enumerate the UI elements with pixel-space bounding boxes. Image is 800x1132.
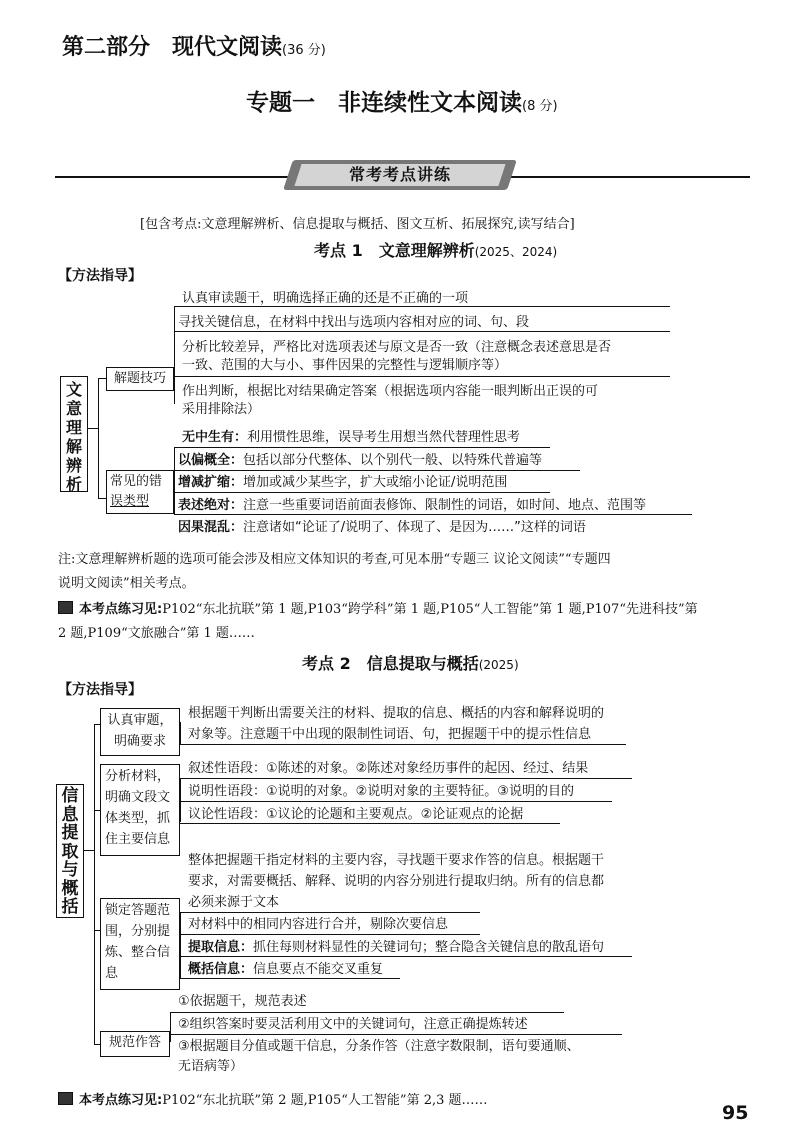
error-text: 包括以部分代整体、以个别代一般、以特殊代普遍等	[243, 453, 543, 468]
branch-label-line: 明确文段文	[105, 790, 171, 805]
skill-item: 寻找关键信息，在材料中找出与选项内容相对应的词、句、段	[178, 315, 530, 330]
root-char: 理	[65, 418, 82, 437]
underline	[174, 514, 692, 515]
branch-label-line: 认真审题，	[107, 713, 173, 728]
kp2-branch-answer: 规范作答	[100, 1031, 170, 1057]
lock-lead: 必须来源于文本	[188, 895, 280, 910]
connector	[180, 722, 181, 744]
read-line: 根据题干判断出需要关注的材料、提取的信息、概括的内容和解释说明的	[188, 706, 605, 721]
contains-line: [包含考点:文意理解辨析、信息提取与概括、图文互析、拓展探究,读写结合]	[140, 217, 575, 232]
page-number: 95	[722, 1102, 749, 1124]
underline	[170, 1034, 622, 1035]
kp2-heading	[302, 651, 519, 674]
part-score: (36 分)	[282, 43, 326, 58]
skill-item: 分析比较差异，严格比对选项表述与原文是否一致（注意概念表述意思是否	[182, 340, 612, 355]
connector	[170, 1012, 171, 1042]
topic-title: 专题一 非连续性文本阅读	[246, 90, 522, 116]
error-key: 表述绝对：	[178, 498, 244, 513]
kp1-title: 考点 1 文意理解辨析	[314, 241, 475, 260]
book-icon	[58, 601, 73, 614]
kp2-title: 考点 2 信息提取与概括	[302, 654, 479, 673]
book-icon	[58, 1092, 73, 1105]
kp2-root	[56, 784, 84, 918]
kp1-method: 【方法指导】	[58, 268, 142, 284]
lock-key: 概括信息：	[188, 962, 254, 977]
connector	[98, 378, 106, 379]
kp1-practice[interactable]	[58, 598, 698, 617]
underline	[180, 956, 632, 957]
answer-item: ③根据题目分值或题干信息，分条作答（注意字数限制，语句要通顺、	[178, 1039, 580, 1054]
kp1-note-line: 说明文阅读”相关考点。	[58, 576, 195, 591]
connector	[174, 306, 175, 404]
error-text: 注意一些重要词语前面表修饰、限制性的词语，如时间、地点、范围等	[243, 498, 647, 513]
root-char: 取	[61, 841, 79, 862]
lock-item	[188, 939, 604, 957]
analyze-item: 议论性语段：①议论的论题和主要观点。②论证观点的论据	[188, 807, 524, 822]
underline	[180, 912, 480, 913]
branch-label-line: 围，分别提	[105, 924, 171, 939]
practice-label: 本考点练习见:	[79, 602, 163, 617]
lock-item	[188, 916, 448, 934]
read-line: 对象等。注意题干中出现的限制性词语、句，把握题干中的提示性信息	[188, 727, 592, 742]
connector	[98, 498, 106, 499]
root-char: 辨	[65, 456, 82, 475]
kp1-years: (2025、2024)	[474, 245, 558, 259]
kp2-practice[interactable]	[58, 1089, 488, 1108]
connector	[94, 724, 95, 1044]
skill-item: 认真审读题干，明确选择正确的还是不正确的一项	[182, 291, 469, 306]
connector	[174, 447, 175, 515]
underline	[174, 470, 580, 471]
root-char: 息	[61, 804, 79, 825]
root-char: 文	[65, 380, 82, 399]
underline	[180, 978, 400, 979]
lock-text: 信息要点不能交叉重复	[253, 962, 384, 977]
kp2-years: (2025)	[478, 658, 519, 672]
error-item	[178, 474, 507, 492]
branch-label-line: 炼、整合信	[105, 945, 171, 960]
branch-label-line: 常见的错	[110, 474, 163, 489]
root-char: 析	[65, 475, 82, 494]
practice-label: 本考点练习见:	[79, 1093, 163, 1108]
banner-rule-left	[55, 176, 292, 178]
error-key: 增减扩缩：	[178, 475, 244, 490]
lock-lead: 整体把握题干指定材料的主要内容，寻找题干要求作答的信息。根据题干	[188, 853, 605, 868]
part-title: 第二部分 现代文阅读	[62, 35, 283, 60]
connector	[180, 778, 181, 822]
branch-label-line: 明确要求	[113, 734, 166, 749]
root-char: 解	[65, 437, 82, 456]
branch-label-line: 息	[105, 966, 119, 981]
answer-item: 无语病等）	[178, 1059, 244, 1074]
lock-text: 抓住每则材料显性的关键词句；整合隐含关键信息的散乱语句	[253, 940, 605, 955]
error-key: 无中生有：	[182, 430, 248, 445]
lock-item	[188, 961, 383, 979]
kp2-branch-analyze	[100, 764, 180, 856]
root-char: 括	[61, 897, 79, 917]
kp2-branch-read	[100, 708, 180, 756]
analyze-item: 叙述性语段：①陈述的对象。②陈述对象经历事件的起因、经过、结果	[188, 761, 589, 776]
branch-label-line: 锁定答题范	[105, 903, 171, 918]
lock-lead: 要求，对需要概括、解释、说明的内容分别进行提取归纳。所有的信息都	[188, 874, 605, 889]
part-header	[62, 30, 326, 61]
answer-item: ②组织答案时要灵活利用文中的关键词句，注意正确提炼转述	[178, 1017, 528, 1032]
error-text: 注意诸如“论证了/说明了、体现了、是因为……”这样的词语	[243, 520, 586, 535]
branch-label-line: 住主要信息	[105, 832, 171, 847]
answer-item: ①依据题干，规范表述	[178, 994, 307, 1009]
root-char: 信	[61, 786, 79, 806]
underline	[174, 331, 670, 332]
underline	[180, 934, 480, 935]
lock-text: 对材料中的相同内容进行合并，剔除次要信息	[188, 917, 449, 932]
underline	[174, 492, 550, 493]
underline	[180, 778, 632, 779]
kp2-method: 【方法指导】	[58, 682, 142, 698]
topic-header	[246, 84, 558, 117]
topic-score: (8 分)	[522, 99, 558, 114]
error-text: 增加或减少某些字，扩大或缩小论证/说明范围	[243, 475, 508, 490]
connector	[180, 912, 181, 978]
branch-label-line: 分析材料，	[105, 769, 171, 784]
kp1-note-line: 注:文意理解辨析题的选项可能会涉及相应文体知识的考查,可见本册“专题三 议论文阅读”“专题四	[58, 552, 611, 567]
skill-item: 采用排除法）	[182, 402, 261, 417]
error-item	[178, 497, 646, 515]
underline	[174, 376, 670, 377]
connector	[98, 378, 99, 498]
root-char: 提	[61, 823, 79, 843]
error-item	[178, 519, 586, 537]
underline	[180, 801, 612, 802]
root-char: 与	[61, 860, 79, 880]
error-item	[182, 429, 520, 447]
kp2-branch-lock	[100, 898, 180, 990]
branch-label-line: 误类型	[110, 494, 150, 509]
connector	[84, 850, 94, 851]
banner-text: 常考考点讲练	[348, 165, 451, 184]
underline	[180, 823, 560, 824]
kp1-branch-error	[106, 470, 174, 514]
error-item	[178, 452, 542, 470]
analyze-item: 说明性语段：①说明的对象。②说明对象的主要特征。③说明的目的	[188, 784, 574, 799]
root-char: 意	[65, 399, 82, 418]
lock-key: 提取信息：	[188, 940, 254, 955]
error-text: 利用惯性思维，误导考生用想当然代替理性思考	[247, 430, 521, 445]
kp1-root	[60, 376, 88, 492]
underline	[170, 1012, 564, 1013]
error-key: 以偏概全：	[178, 453, 244, 468]
skill-item: 作出判断，根据比对结果确定答案（根据选项内容能一眼判断出正误的可	[182, 384, 599, 399]
root-char: 概	[61, 878, 79, 899]
practice-text: P102“东北抗联”第 2 题,P105“人工智能”第 2,3 题……	[162, 1093, 488, 1108]
kp1-practice-line2: 2 题,P109“文旅融合”第 1 题……	[58, 626, 255, 641]
connector	[88, 428, 98, 429]
error-key: 因果混乱：	[178, 520, 244, 535]
skill-item: 一致、范围的大与小、事件因果的完整性与逻辑顺序等）	[182, 358, 508, 373]
banner-rule-right	[510, 176, 750, 178]
branch-label-line: 体类型，抓	[105, 811, 171, 826]
underline	[180, 744, 626, 745]
practice-text: P102“东北抗联”第 1 题,P103“跨学科”第 1 题,P105“人工智能”第 1 题,P107“先进科技”第	[162, 602, 698, 617]
underline	[174, 447, 550, 448]
underline	[174, 306, 670, 307]
kp1-heading	[314, 238, 557, 261]
kp1-branch-skill: 解题技巧	[106, 367, 174, 391]
